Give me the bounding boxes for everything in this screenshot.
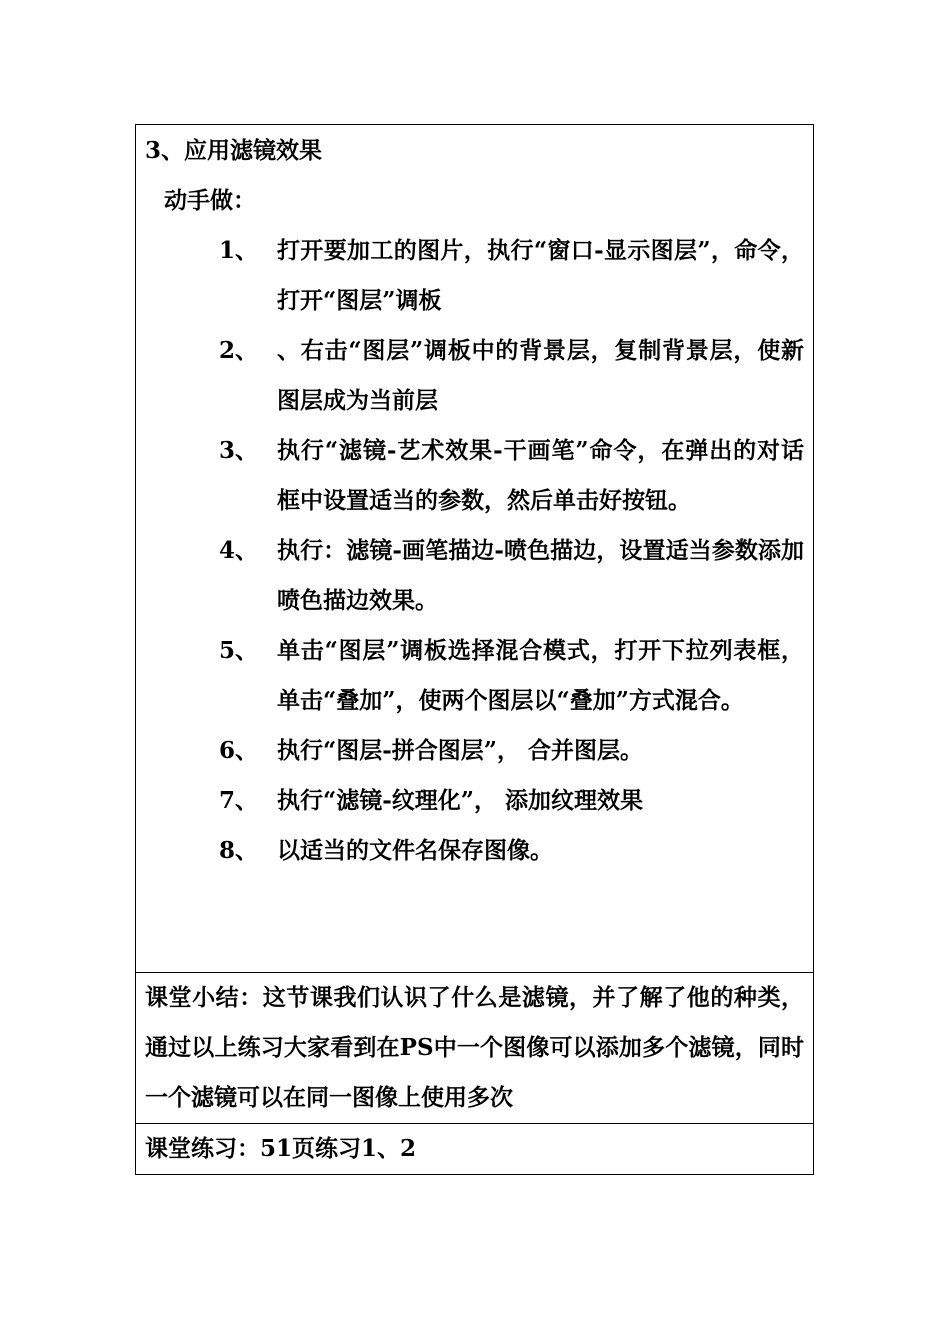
step-text: 单击“图层”调板选择混合模式，打开下拉列表框，单击“叠加”，使两个图层以“叠加”方式混合。 <box>277 637 804 714</box>
step-number: 7、 <box>219 787 259 814</box>
step-text: 执行“滤镜-艺术效果-干画笔”命令，在弹出的对话框中设置适当的参数，然后单击好按钮。 <box>277 437 804 514</box>
list-item <box>145 826 804 876</box>
list-item <box>145 726 804 776</box>
lesson-steps-cell <box>136 125 814 973</box>
list-item <box>145 426 804 526</box>
step-number: 2、 <box>219 337 259 364</box>
list-item <box>145 226 804 326</box>
steps-list <box>145 226 804 876</box>
step-text: 以适当的文件名保存图像。 <box>277 837 553 864</box>
step-text: 打开要加工的图片，执行“窗口-显示图层”，命令，打开“图层”调板 <box>277 237 804 314</box>
lesson-practice-text: 课堂练习：51页练习1、2 <box>145 1135 417 1162</box>
step-text: 执行“图层-拼合图层”， 合并图层。 <box>277 737 644 764</box>
list-item <box>145 776 804 826</box>
hands-on-heading: 动手做： <box>164 187 256 214</box>
lesson-summary-text: 课堂小结：这节课我们认识了什么是滤镜，并了解了他的种类，通过以上练习大家看到在PS中一个图像可以添加多个滤镜，同时一个滤镜可以在同一图像上使用多次 <box>145 984 804 1111</box>
step-text: 、右击“图层”调板中的背景层，复制背景层，使新图层成为当前层 <box>277 337 804 414</box>
step-number: 8、 <box>219 837 259 864</box>
list-item <box>145 326 804 426</box>
lesson-summary-cell <box>136 973 814 1124</box>
lesson-steps-row <box>136 125 814 973</box>
step-text: 执行：滤镜-画笔描边-喷色描边，设置适当参数添加喷色描边效果。 <box>277 537 804 614</box>
list-item <box>145 626 804 726</box>
step-number: 3、 <box>219 437 259 464</box>
step-number: 1、 <box>219 237 259 264</box>
lesson-summary-row <box>136 973 814 1124</box>
step-number: 5、 <box>219 637 259 664</box>
list-item <box>145 526 804 626</box>
section-title: 3、应用滤镜效果 <box>145 137 323 164</box>
step-number: 6、 <box>219 737 259 764</box>
lesson-table <box>135 124 814 1175</box>
lesson-practice-row <box>136 1124 814 1175</box>
lesson-practice-cell <box>136 1124 814 1175</box>
step-number: 4、 <box>219 537 259 564</box>
step-text: 执行“滤镜-纹理化”， 添加纹理效果 <box>277 787 644 814</box>
